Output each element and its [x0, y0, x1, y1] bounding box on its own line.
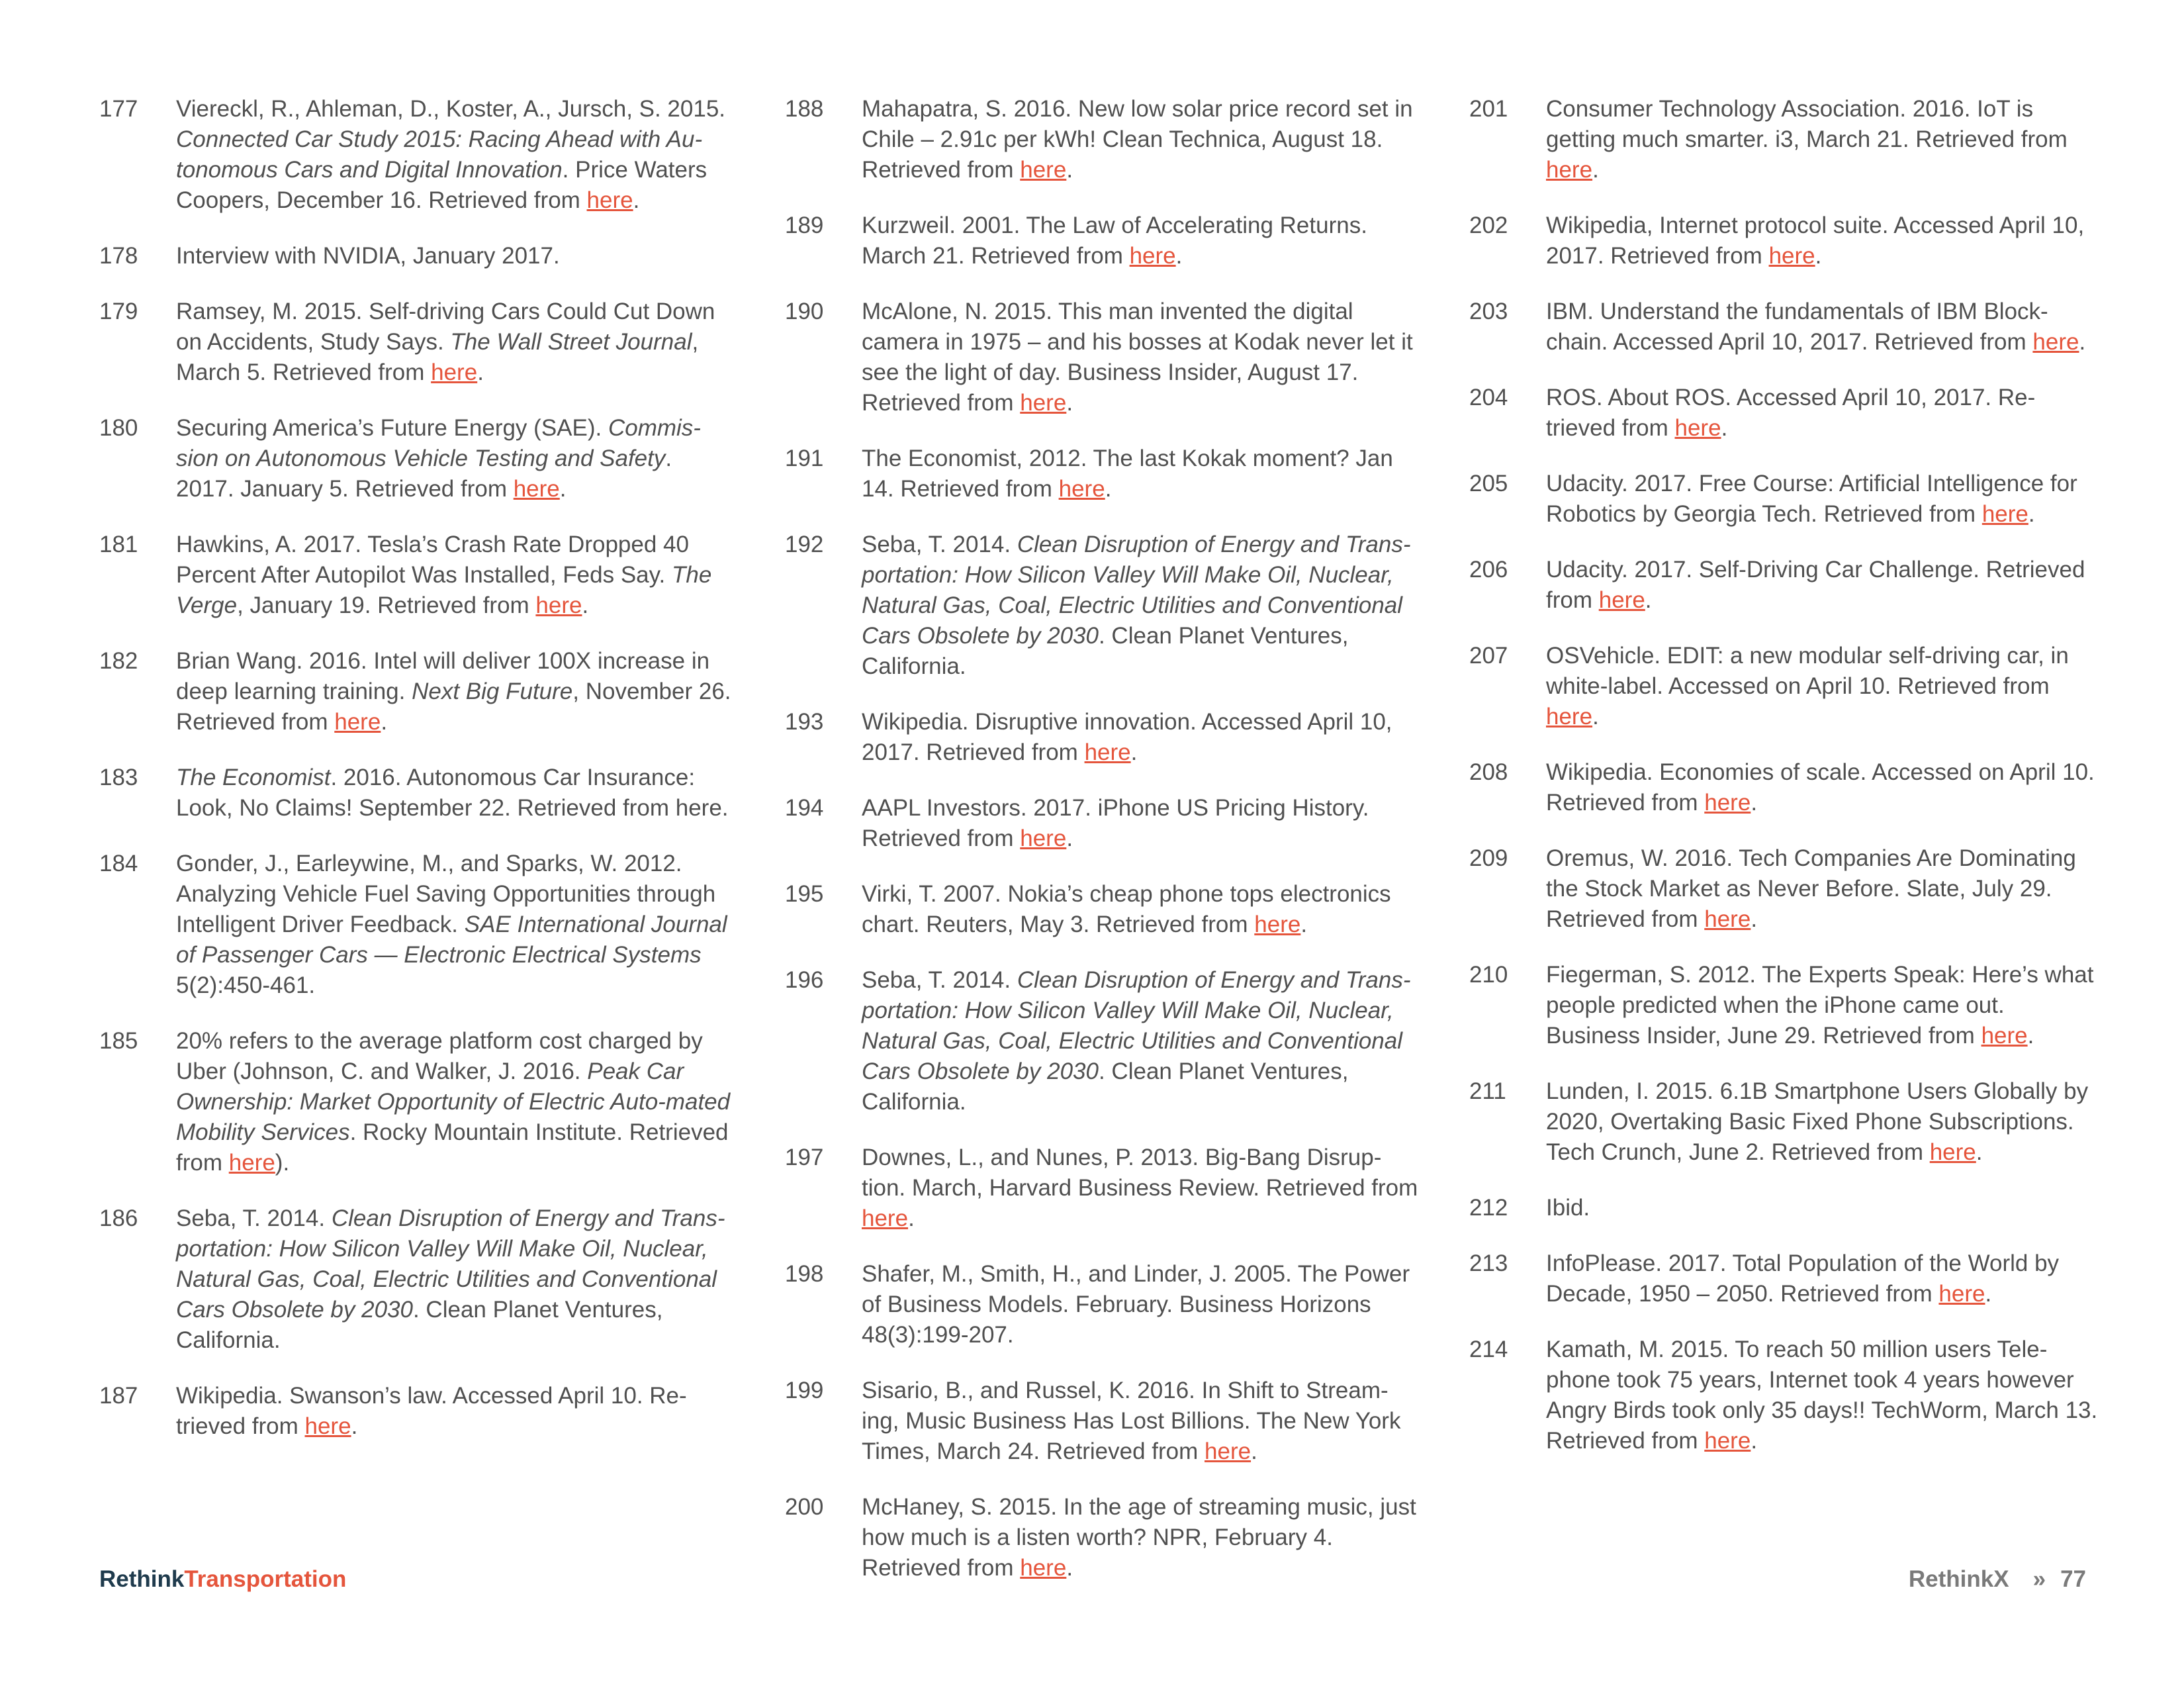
reference-text-part: Wikipedia. Disruptive innovation. Accessed April 10, 2017. Retrieved from	[862, 709, 1392, 765]
reference-number: 204	[1469, 385, 1508, 410]
reference-entry	[1469, 383, 2105, 444]
reference-entry	[785, 793, 1420, 854]
reference-entry	[1469, 641, 2105, 732]
reference-text-part: Seba, T. 2014.	[862, 532, 1017, 557]
reference-text	[176, 849, 735, 1001]
reference-number: 182	[99, 648, 138, 674]
reference-entry	[1469, 297, 2105, 357]
reference-entry	[785, 1376, 1420, 1467]
reference-number: 200	[785, 1494, 824, 1520]
reference-text-part: .	[1645, 587, 1652, 613]
reference-link[interactable]: here	[862, 1205, 909, 1231]
reference-text-part: AAPL Investors. 2017. iPhone US Pricing History. Retrieved from	[862, 795, 1369, 851]
reference-link[interactable]: here	[1129, 243, 1176, 269]
reference-italic-title: Commis-sion on Autonomous Vehicle Testing and Safety	[176, 415, 701, 471]
reference-link[interactable]: here	[1546, 157, 1593, 183]
reference-text-part: . Price Waters Coopers, December 16. Retrieved from	[176, 157, 707, 213]
references-column-2	[785, 94, 1420, 1609]
reference-number: 180	[99, 415, 138, 441]
reference-text-part: Viereckl, R., Ahleman, D., Koster, A., Jursch, S. 2015.	[176, 96, 726, 122]
reference-text-part: .	[1751, 1428, 1758, 1454]
reference-text-part: .	[381, 709, 388, 735]
reference-link[interactable]: here	[334, 709, 381, 735]
reference-text	[176, 297, 735, 388]
reference-italic-title: The Wall Street Journal	[450, 329, 692, 355]
footer-brand-logo	[99, 1566, 346, 1593]
reference-link[interactable]: here	[1058, 476, 1105, 502]
reference-number: 183	[99, 765, 138, 790]
reference-number: 185	[99, 1028, 138, 1054]
reference-text	[1546, 211, 2105, 271]
reference-link[interactable]: here	[1704, 1428, 1751, 1454]
reference-link[interactable]: here	[1254, 912, 1301, 937]
footer-brand-part1: Rethink	[99, 1566, 185, 1592]
reference-number: 177	[99, 96, 138, 122]
reference-italic-title: Next Big Future	[412, 679, 573, 704]
reference-text	[1546, 960, 2105, 1051]
reference-text-part: Wikipedia. Swanson’s law. Accessed April 10. Re-trieved from	[176, 1383, 687, 1439]
reference-text-part: Hawkins, A. 2017. Tesla’s Crash Rate Dropped 40 Percent After Autopilot Was Installed, Feds Say.	[176, 532, 689, 588]
reference-number: 198	[785, 1261, 824, 1287]
reference-text-part: McHaney, S. 2015. In the age of streaming music, just how much is a listen worth? NPR, February 4. Retrieved from	[862, 1494, 1416, 1581]
reference-italic-title: SAE International Journal of Passenger Cars — Electronic Electrical Systems	[176, 912, 727, 968]
reference-text-part: . Rocky Mountain Institute. Retrieved from	[176, 1119, 729, 1176]
footer-separator: »	[2032, 1566, 2046, 1592]
reference-number: 214	[1469, 1336, 1508, 1362]
reference-text-part: . Clean Planet Ventures, California.	[862, 623, 1349, 679]
reference-text	[1546, 1193, 2105, 1223]
reference-text-part: Wikipedia, Internet protocol suite. Accessed April 10, 2017. Retrieved from	[1546, 212, 2085, 269]
reference-text-part: InfoPlease. 2017. Total Population of the World by Decade, 1950 – 2050. Retrieved from	[1546, 1250, 2060, 1307]
reference-link[interactable]: here	[2032, 329, 2079, 355]
reference-number: 179	[99, 299, 138, 324]
reference-text-part: Kamath, M. 2015. To reach 50 million users Tele-phone took 75 years, Internet took 4 years however Angry Birds took only 35 days!! TechWorm, March 13. Retrieved from	[1546, 1336, 2098, 1454]
reference-link[interactable]: here	[1768, 243, 1815, 269]
reference-text-part: .	[477, 359, 484, 385]
reference-link[interactable]: here	[1981, 501, 2028, 527]
reference-entry	[99, 1026, 735, 1178]
reference-link[interactable]: here	[535, 592, 582, 618]
reference-text	[1546, 1248, 2105, 1309]
reference-text	[862, 707, 1420, 768]
reference-number: 202	[1469, 212, 1508, 238]
reference-text-part: .	[1592, 704, 1599, 729]
reference-text-part: Ibid.	[1546, 1195, 1590, 1221]
reference-number: 208	[1469, 759, 1508, 785]
reference-text-part: .	[1751, 906, 1758, 932]
reference-number: 192	[785, 532, 824, 557]
reference-link[interactable]: here	[1084, 739, 1131, 765]
reference-number: 190	[785, 299, 824, 324]
reference-text	[862, 793, 1420, 854]
reference-number: 189	[785, 212, 824, 238]
reference-text-part: 20% refers to the average platform cost charged by Uber (Johnson, C. and Walker, J. 2016.	[176, 1028, 703, 1084]
reference-entry	[1469, 843, 2105, 935]
reference-entry	[785, 297, 1420, 418]
footer-publisher: RethinkX	[1908, 1566, 2009, 1592]
reference-text-part: .	[1592, 157, 1599, 183]
reference-text-part: . 2017. January 5. Retrieved from	[176, 445, 672, 502]
reference-link[interactable]: here	[1205, 1438, 1251, 1464]
reference-entry	[99, 646, 735, 737]
reference-text-part: .	[1976, 1139, 1983, 1165]
reference-number: 197	[785, 1145, 824, 1170]
reference-entry	[1469, 1248, 2105, 1309]
reference-number: 178	[99, 243, 138, 269]
reference-entry	[785, 444, 1420, 504]
reference-text-part: , November 26. Retrieved from	[176, 679, 731, 735]
reference-link[interactable]: here	[1020, 1555, 1067, 1581]
reference-text-part: Consumer Technology Association. 2016. IoT is getting much smarter. i3, March 21. Retrieved from	[1546, 96, 2068, 152]
reference-entry	[1469, 469, 2105, 530]
reference-link[interactable]: here	[513, 476, 560, 502]
reference-text-part: . Clean Planet Ventures, California.	[176, 1297, 663, 1353]
footer-brand-part2: Transportation	[184, 1566, 347, 1592]
reference-entry	[785, 530, 1420, 682]
reference-text-part: ).	[275, 1150, 290, 1176]
reference-text	[1546, 469, 2105, 530]
reference-text-part: Sisario, B., and Russel, K. 2016. In Shift to Stream-ing, Music Business Has Lost Billions. The New York Times, March 24. Retrieved from	[862, 1378, 1401, 1464]
reference-text-part: IBM. Understand the fundamentals of IBM Block-chain. Accessed April 10, 2017. Retrieved from	[1546, 299, 2048, 355]
reference-text	[176, 1381, 735, 1442]
reference-link[interactable]: here	[1929, 1139, 1976, 1165]
references-column-1	[99, 94, 735, 1467]
reference-text-part: Mahapatra, S. 2016. New low solar price record set in Chile – 2.91c per kWh! Clean Technica, August 18. Retrieved from	[862, 96, 1413, 183]
reference-entry	[785, 1259, 1420, 1350]
reference-number: 209	[1469, 845, 1508, 871]
reference-number: 211	[1469, 1078, 1506, 1104]
reference-text-part: . 2016. Autonomous Car Insurance: Look, No Claims! September 22. Retrieved from here.	[176, 765, 729, 821]
reference-text-part: .	[1251, 1438, 1257, 1464]
reference-text	[1546, 641, 2105, 732]
reference-text-part: .	[1815, 243, 1822, 269]
reference-text	[1546, 1335, 2105, 1456]
reference-link[interactable]: here	[1598, 587, 1645, 613]
reference-number: 186	[99, 1205, 138, 1231]
reference-number: 196	[785, 967, 824, 993]
reference-entry	[99, 241, 735, 271]
reference-text-part: Ramsey, M. 2015. Self-driving Cars Could Cut Down on Accidents, Study Says.	[176, 299, 715, 355]
reference-text	[862, 297, 1420, 418]
reference-number: 195	[785, 881, 824, 907]
reference-entry	[99, 413, 735, 504]
reference-text	[176, 413, 735, 504]
reference-entry	[99, 763, 735, 823]
reference-link[interactable]: here	[1704, 790, 1751, 816]
reference-text-part: .	[1751, 790, 1758, 816]
reference-text-part: Interview with NVIDIA, January 2017.	[176, 243, 560, 269]
reference-text	[1546, 757, 2105, 818]
reference-text-part: Lunden, I. 2015. 6.1B Smartphone Users Globally by 2020, Overtaking Basic Fixed Phone Subscriptions. Tech Crunch, June 2. Retrieved from	[1546, 1078, 2089, 1165]
reference-link[interactable]: here	[1020, 825, 1067, 851]
reference-link[interactable]: here	[1981, 1023, 2028, 1049]
page-number: 77	[2060, 1566, 2086, 1592]
reference-text-part: Oremus, W. 2016. Tech Companies Are Dominating the Stock Market as Never Before. Slate, July 29. Retrieved from	[1546, 845, 2076, 932]
reference-number: 207	[1469, 643, 1508, 669]
reference-text-part: .	[582, 592, 589, 618]
reference-italic-title: The Verge	[176, 562, 712, 618]
reference-entry	[99, 1381, 735, 1442]
reference-text-part: Shafer, M., Smith, H., and Linder, J. 2005. The Power of Business Models. February. Business Horizons 48(3):199-207.	[862, 1261, 1410, 1348]
reference-entry	[785, 94, 1420, 185]
reference-text-part: , January 19. Retrieved from	[237, 592, 536, 618]
reference-text	[176, 1203, 735, 1356]
reference-entry	[1469, 960, 2105, 1051]
reference-number: 213	[1469, 1250, 1508, 1276]
reference-link[interactable]: here	[228, 1150, 275, 1176]
reference-italic-title: The Economist	[176, 765, 331, 790]
reference-text-part: ROS. About ROS. Accessed April 10, 2017. Re-trieved from	[1546, 385, 2036, 441]
reference-number: 203	[1469, 299, 1508, 324]
reference-number: 191	[785, 445, 824, 471]
reference-text	[1546, 383, 2105, 444]
reference-text-part: Udacity. 2017. Free Course: Artificial Intelligence for Robotics by Georgia Tech. Retrieved from	[1546, 471, 2077, 527]
reference-text-part: .	[1721, 415, 1728, 441]
reference-entry	[785, 1492, 1420, 1583]
reference-text-part: .	[908, 1205, 915, 1231]
reference-text-part: .	[1066, 157, 1073, 183]
reference-text-part: .	[633, 187, 640, 213]
reference-text	[862, 94, 1420, 185]
reference-text-part: .	[559, 476, 567, 502]
reference-number: 210	[1469, 962, 1508, 988]
reference-text	[176, 763, 735, 823]
reference-text-part: Wikipedia. Economies of scale. Accessed on April 10. Retrieved from	[1546, 759, 2095, 816]
reference-link[interactable]: here	[1546, 704, 1593, 729]
reference-italic-title: Peak Car Ownership: Market Opportunity of Electric Auto-mated Mobility Services	[176, 1058, 731, 1145]
reference-entry	[785, 707, 1420, 768]
reference-link[interactable]: here	[586, 187, 633, 213]
reference-text	[862, 879, 1420, 940]
reference-entry	[785, 879, 1420, 940]
reference-entry	[1469, 1335, 2105, 1456]
reference-text-part: .	[2079, 329, 2086, 355]
reference-link[interactable]: here	[1020, 390, 1067, 416]
reference-text	[1546, 843, 2105, 935]
reference-link[interactable]: here	[1704, 906, 1751, 932]
reference-entry	[1469, 757, 2105, 818]
reference-entry	[785, 211, 1420, 271]
reference-entry	[99, 849, 735, 1001]
reference-number: 199	[785, 1378, 824, 1403]
reference-entry	[1469, 1193, 2105, 1223]
reference-number: 205	[1469, 471, 1508, 496]
reference-text-part: Fiegerman, S. 2012. The Experts Speak: Here’s what people predicted when the iPhone came out. Business Insider, June 29. Retrieved from	[1546, 962, 2094, 1049]
reference-text-part: The Economist, 2012. The last Kokak moment? Jan 14. Retrieved from	[862, 445, 1393, 502]
reference-text	[862, 1376, 1420, 1467]
reference-link[interactable]: here	[1020, 157, 1067, 183]
reference-text-part: .	[1130, 739, 1138, 765]
reference-text-part: Gonder, J., Earleywine, M., and Sparks, W. 2012. Analyzing Vehicle Fuel Saving Opportunities through Intelligent Driver Feedback.	[176, 851, 716, 937]
reference-text-part: .	[1105, 476, 1112, 502]
reference-text-part: .	[1300, 912, 1308, 937]
references-column-3	[1469, 94, 2105, 1481]
reference-text	[862, 1259, 1420, 1350]
reference-text-part: Downes, L., and Nunes, P. 2013. Big-Bang Disrup-tion. March, Harvard Business Review. Retrieved from	[862, 1145, 1418, 1201]
reference-text-part: .	[2027, 1023, 2034, 1049]
reference-text-part: Seba, T. 2014.	[862, 967, 1017, 993]
reference-entry	[1469, 211, 2105, 271]
reference-italic-title: Clean Disruption of Energy and Trans-portation: How Silicon Valley Will Make Oil, Nuclear, Natural Gas, Coal, Electric Utilities and Conventional Cars Obsolete by 2030	[176, 1205, 725, 1323]
reference-text-part: 5(2):450-461.	[176, 972, 316, 998]
reference-text	[176, 646, 735, 737]
reference-link[interactable]: here	[1938, 1281, 1985, 1307]
reference-text-part: Virki, T. 2007. Nokia’s cheap phone tops electronics chart. Reuters, May 3. Retrieved from	[862, 881, 1391, 937]
reference-italic-title: Connected Car Study 2015: Racing Ahead with Au-tonomous Cars and Digital Innovation	[176, 126, 703, 183]
reference-text-part: .	[1985, 1281, 1992, 1307]
reference-number: 187	[99, 1383, 138, 1409]
footer-page-info	[1909, 1566, 2086, 1593]
reference-text	[1546, 94, 2105, 185]
reference-entry	[99, 530, 735, 621]
reference-entry	[99, 297, 735, 388]
reference-entry	[1469, 1076, 2105, 1168]
reference-number: 184	[99, 851, 138, 876]
reference-number: 212	[1469, 1195, 1508, 1221]
reference-text-part: , March 5. Retrieved from	[176, 329, 699, 385]
reference-link[interactable]: here	[304, 1413, 351, 1439]
reference-text	[1546, 297, 2105, 357]
reference-entry	[785, 1143, 1420, 1234]
reference-text	[176, 94, 735, 216]
reference-text-part: Kurzweil. 2001. The Law of Accelerating Returns. March 21. Retrieved from	[862, 212, 1367, 269]
reference-text	[1546, 555, 2105, 616]
reference-link[interactable]: here	[431, 359, 478, 385]
reference-entry	[99, 1203, 735, 1356]
reference-text	[862, 444, 1420, 504]
reference-text	[862, 530, 1420, 682]
reference-text	[176, 1026, 735, 1178]
reference-text-part: Brian Wang. 2016. Intel will deliver 100X increase in deep learning training.	[176, 648, 710, 704]
reference-link[interactable]: here	[1674, 415, 1721, 441]
reference-text-part: McAlone, N. 2015. This man invented the digital camera in 1975 – and his bosses at Kodak never let it see the light of day. Business Insider, August 17. Retrieved from	[862, 299, 1413, 416]
reference-text-part: .	[1066, 1555, 1073, 1581]
reference-text-part: .	[1175, 243, 1183, 269]
reference-text-part: .	[1066, 390, 1073, 416]
reference-text-part: Udacity. 2017. Self-Driving Car Challenge. Retrieved from	[1546, 557, 2085, 613]
reference-text	[176, 241, 735, 271]
reference-entry	[1469, 94, 2105, 185]
reference-text	[862, 1492, 1420, 1583]
reference-text-part: Securing America’s Future Energy (SAE).	[176, 415, 608, 441]
reference-text-part: . Clean Planet Ventures, California.	[862, 1058, 1349, 1115]
reference-entry	[1469, 555, 2105, 616]
reference-number: 193	[785, 709, 824, 735]
reference-number: 201	[1469, 96, 1508, 122]
reference-number: 194	[785, 795, 824, 821]
reference-italic-title: Clean Disruption of Energy and Trans-portation: How Silicon Valley Will Make Oil, Nuclear, Natural Gas, Coal, Electric Utilities and Conventional Cars Obsolete by 2030	[862, 532, 1411, 649]
reference-text-part: .	[351, 1413, 358, 1439]
reference-text	[862, 965, 1420, 1117]
reference-text-part: OSVehicle. EDIT: a new modular self-driving car, in white-label. Accessed on April 10. Retrieved from	[1546, 643, 2069, 699]
reference-italic-title: Clean Disruption of Energy and Trans-portation: How Silicon Valley Will Make Oil, Nuclear, Natural Gas, Coal, Electric Utilities and Conventional Cars Obsolete by 2030	[862, 967, 1411, 1084]
reference-number: 188	[785, 96, 824, 122]
reference-text	[862, 211, 1420, 271]
reference-entry	[785, 965, 1420, 1117]
reference-text-part: Seba, T. 2014.	[176, 1205, 332, 1231]
reference-text-part: .	[2028, 501, 2035, 527]
reference-text	[862, 1143, 1420, 1234]
reference-text-part: .	[1066, 825, 1073, 851]
reference-text	[1546, 1076, 2105, 1168]
reference-text	[176, 530, 735, 621]
reference-number: 206	[1469, 557, 1508, 583]
reference-entry	[99, 94, 735, 216]
reference-number: 181	[99, 532, 138, 557]
